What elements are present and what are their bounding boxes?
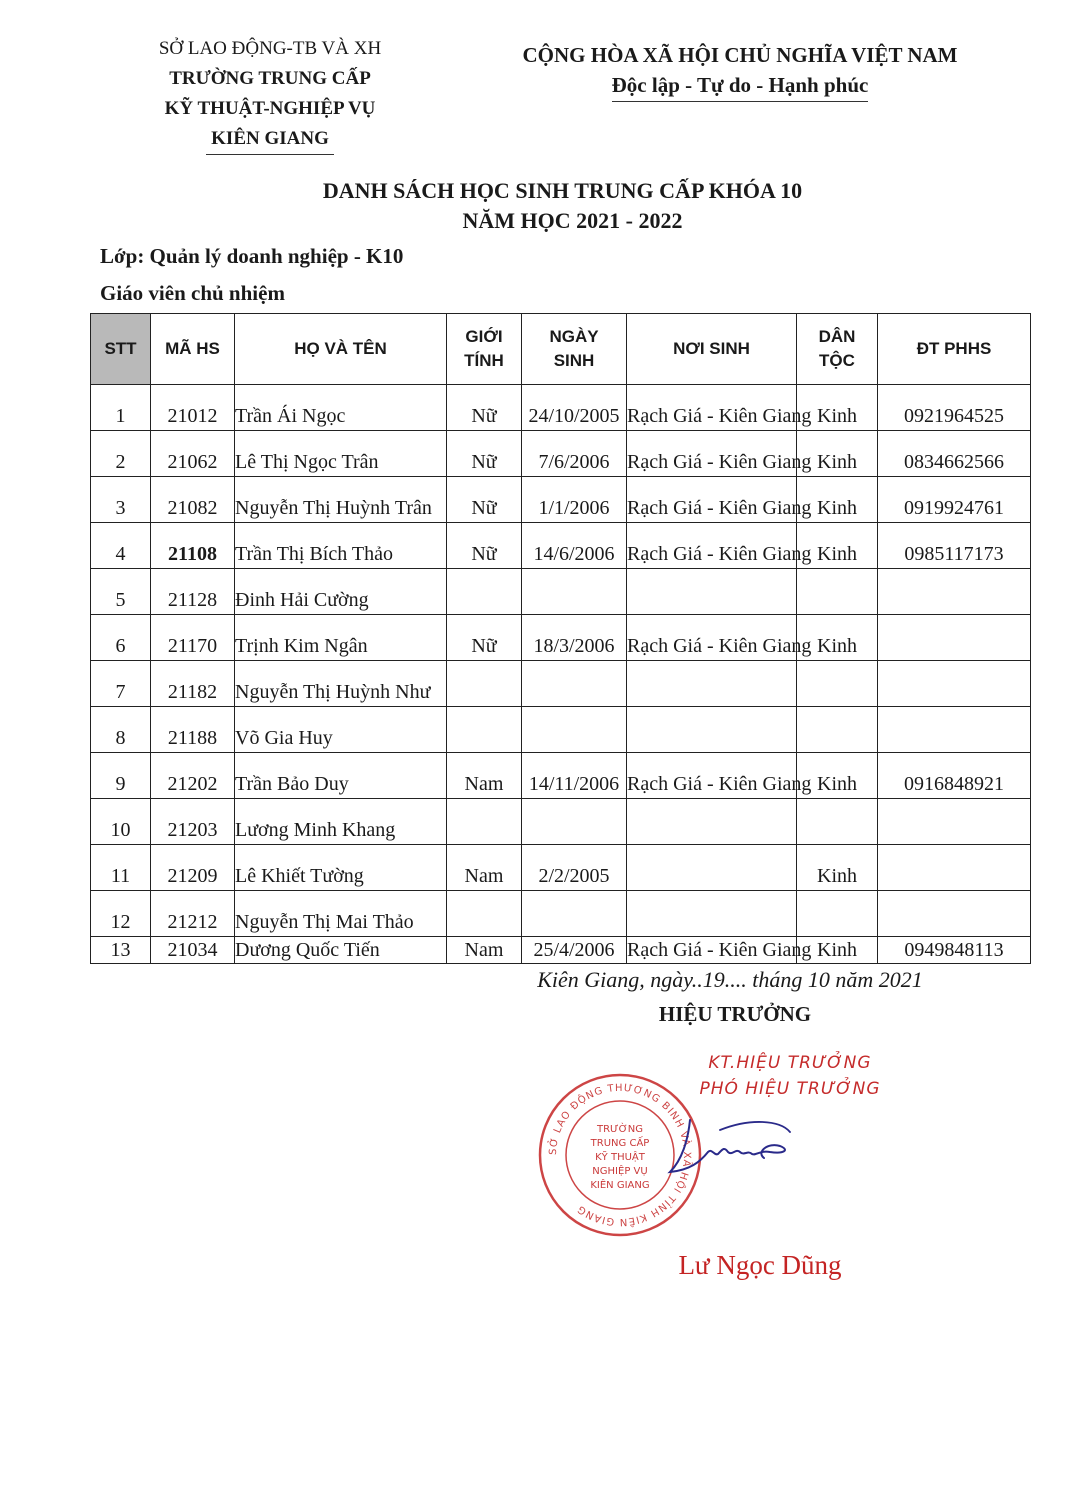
school-name-line1: TRƯỜNG TRUNG CẤP: [169, 68, 371, 89]
col-header-dob-l1: NGÀY: [549, 327, 599, 346]
cell-birthplace: Rạch Giá - Kiên Giang: [627, 937, 797, 964]
cell-full-name: Trần Bảo Duy: [235, 753, 447, 799]
cell-student-id: 21108: [151, 523, 235, 569]
col-header-gender: [447, 314, 522, 385]
cell-ethnicity: Kinh: [797, 477, 878, 523]
cell-dob: 18/3/2006: [522, 615, 627, 661]
cell-birthplace: Rạch Giá - Kiên Giang: [627, 477, 797, 523]
school-name-line3: KIÊN GIANG: [211, 128, 329, 149]
col-header-dob: [522, 314, 627, 385]
col-header-stt: STT: [91, 314, 151, 385]
cell-birthplace: Rạch Giá - Kiên Giang: [627, 431, 797, 477]
cell-ethnicity: Kinh: [797, 753, 878, 799]
cell-dob: 7/6/2006: [522, 431, 627, 477]
cell-gender: Nam: [447, 845, 522, 891]
cell-gender: Nữ: [447, 477, 522, 523]
col-header-ethnicity-l1: DÂN: [818, 327, 856, 346]
cell-stt: 2: [91, 431, 151, 477]
student-roster-table: [90, 313, 1031, 964]
col-header-dob-l2: SINH: [553, 351, 595, 370]
cell-gender: Nam: [447, 753, 522, 799]
cell-full-name: Lê Thị Ngọc Trân: [235, 431, 447, 477]
col-header-ethnicity-l2: TỘC: [819, 351, 855, 370]
cell-birthplace: [627, 845, 797, 891]
cell-gender: Nữ: [447, 615, 522, 661]
seal-center-5: KIÊN GIANG: [590, 1180, 650, 1191]
table-row: [91, 615, 1031, 661]
kt-line2: PHÓ HIỆU TRƯỞNG: [699, 1079, 881, 1099]
cell-parent-phone: [878, 845, 1031, 891]
table-row: [91, 661, 1031, 707]
cell-gender: Nữ: [447, 385, 522, 431]
cell-parent-phone: [878, 615, 1031, 661]
cell-full-name: Võ Gia Huy: [235, 707, 447, 753]
cell-birthplace: [627, 569, 797, 615]
cell-parent-phone: 0949848113: [878, 937, 1031, 964]
cell-full-name: Lương Minh Khang: [235, 799, 447, 845]
cell-stt: 3: [91, 477, 151, 523]
cell-ethnicity: Kinh: [797, 385, 878, 431]
cell-gender: Nam: [447, 937, 522, 964]
cell-stt: 5: [91, 569, 151, 615]
cell-ethnicity: [797, 569, 878, 615]
cell-student-id: 21203: [151, 799, 235, 845]
table-row: [91, 707, 1031, 753]
cell-ethnicity: Kinh: [797, 431, 878, 477]
cell-parent-phone: 0919924761: [878, 477, 1031, 523]
table-row: [91, 569, 1031, 615]
cell-birthplace: Rạch Giá - Kiên Giang: [627, 753, 797, 799]
cell-stt: 6: [91, 615, 151, 661]
col-header-gender-l2: TÍNH: [464, 351, 504, 370]
cell-student-id: 21209: [151, 845, 235, 891]
col-header-student-id: MÃ HS: [151, 314, 235, 385]
cell-dob: 14/11/2006: [522, 753, 627, 799]
cell-student-id: 21012: [151, 385, 235, 431]
cell-full-name: Nguyễn Thị Huỳnh Như: [235, 661, 447, 707]
table-row: [91, 385, 1031, 431]
kt-line1: KT.HIỆU TRƯỞNG: [708, 1053, 872, 1073]
cell-gender: [447, 661, 522, 707]
table-row: [91, 523, 1031, 569]
cell-dob: 2/2/2005: [522, 845, 627, 891]
cell-dob: [522, 569, 627, 615]
cell-dob: 14/6/2006: [522, 523, 627, 569]
cell-birthplace: [627, 799, 797, 845]
cell-stt: 9: [91, 753, 151, 799]
cell-student-id: 21188: [151, 707, 235, 753]
cell-parent-phone: 0985117173: [878, 523, 1031, 569]
seal-center-1: TRƯỜNG: [597, 1124, 643, 1135]
cell-birthplace: Rạch Giá - Kiên Giang: [627, 385, 797, 431]
table-header-row: [91, 314, 1031, 385]
cell-gender: [447, 891, 522, 937]
cell-dob: 25/4/2006: [522, 937, 627, 964]
signature-icon: [660, 1110, 820, 1180]
col-header-birthplace: NƠI SINH: [627, 314, 797, 385]
cell-full-name: Trịnh Kim Ngân: [235, 615, 447, 661]
cell-stt: 8: [91, 707, 151, 753]
cell-parent-phone: 0921964525: [878, 385, 1031, 431]
cell-ethnicity: [797, 799, 878, 845]
cell-birthplace: [627, 661, 797, 707]
cell-full-name: Lê Khiết Tường: [235, 845, 447, 891]
cell-stt: 10: [91, 799, 151, 845]
cell-ethnicity: Kinh: [797, 523, 878, 569]
cell-ethnicity: Kinh: [797, 937, 878, 964]
cell-dob: [522, 799, 627, 845]
cell-student-id: 21212: [151, 891, 235, 937]
col-header-full-name: HỌ VÀ TÊN: [235, 314, 447, 385]
ministry-name: SỞ LAO ĐỘNG-TB VÀ XH: [158, 38, 382, 59]
cell-full-name: Dương Quốc Tiến: [235, 937, 447, 964]
seal-center-2: TRUNG CẤP: [590, 1138, 650, 1149]
agency-underline: [206, 154, 334, 155]
table-row: [91, 753, 1031, 799]
cell-stt: 4: [91, 523, 151, 569]
cell-gender: [447, 799, 522, 845]
cell-stt: 13: [91, 937, 151, 964]
seal-ring-text: SỞ LAO ĐỘNG THƯƠNG BINH VÀ XÃ HỘI TỈNH KIÊN GIANG: [547, 1082, 693, 1228]
cell-student-id: 21182: [151, 661, 235, 707]
cell-dob: 1/1/2006: [522, 477, 627, 523]
cell-ethnicity: [797, 707, 878, 753]
col-header-parent-phone: ĐT PHHS: [878, 314, 1031, 385]
cell-student-id: 21082: [151, 477, 235, 523]
issuing-agency: [120, 34, 420, 155]
class-label: Lớp: Quản lý doanh nghiệp - K10: [100, 244, 404, 268]
cell-dob: [522, 891, 627, 937]
seal-center-3: KỸ THUẬT: [595, 1152, 645, 1163]
signer-name: Lư Ngọc Dũng: [678, 1250, 842, 1280]
cell-birthplace: [627, 891, 797, 937]
table-row: [91, 891, 1031, 937]
national-motto: Độc lập - Tự do - Hạnh phúc: [612, 70, 869, 102]
cell-dob: 24/10/2005: [522, 385, 627, 431]
cell-gender: [447, 569, 522, 615]
homeroom-teacher-label: Giáo viên chủ nhiệm: [100, 281, 285, 305]
cell-gender: Nữ: [447, 431, 522, 477]
table-row: [91, 477, 1031, 523]
school-name-line2: KỸ THUẬT-NGHIỆP VỤ: [164, 98, 376, 119]
cell-full-name: Trần Ái Ngọc: [235, 385, 447, 431]
cell-student-id: 21202: [151, 753, 235, 799]
cell-student-id: 21170: [151, 615, 235, 661]
nation-name: CỘNG HÒA XÃ HỘI CHỦ NGHĨA VIỆT NAM: [522, 43, 958, 67]
cell-parent-phone: 0834662566: [878, 431, 1031, 477]
cell-full-name: Trần Thị Bích Thảo: [235, 523, 447, 569]
table-row: [91, 845, 1031, 891]
cell-stt: 11: [91, 845, 151, 891]
cell-ethnicity: [797, 661, 878, 707]
cell-parent-phone: [878, 891, 1031, 937]
cell-full-name: Nguyễn Thị Mai Thảo: [235, 891, 447, 937]
table-row: [91, 937, 1031, 964]
cell-birthplace: Rạch Giá - Kiên Giang: [627, 523, 797, 569]
cell-ethnicity: Kinh: [797, 615, 878, 661]
national-header: [490, 40, 990, 102]
cell-parent-phone: [878, 707, 1031, 753]
table-row: [91, 431, 1031, 477]
cell-birthplace: Rạch Giá - Kiên Giang: [627, 615, 797, 661]
principal-title: HIỆU TRƯỞNG: [658, 1002, 812, 1026]
cell-gender: Nữ: [447, 523, 522, 569]
signing-date: Kiên Giang, ngày..19.... tháng 10 năm 2021: [537, 967, 923, 992]
cell-birthplace: [627, 707, 797, 753]
cell-parent-phone: [878, 799, 1031, 845]
cell-dob: [522, 707, 627, 753]
cell-full-name: Đinh Hải Cường: [235, 569, 447, 615]
col-header-ethnicity: [797, 314, 878, 385]
cell-student-id: 21062: [151, 431, 235, 477]
cell-stt: 12: [91, 891, 151, 937]
document-title: [90, 176, 1035, 236]
cell-parent-phone: [878, 569, 1031, 615]
cell-full-name: Nguyễn Thị Huỳnh Trân: [235, 477, 447, 523]
title-line2: NĂM HỌC 2021 - 2022: [462, 208, 683, 233]
cell-student-id: 21128: [151, 569, 235, 615]
table-row: [91, 799, 1031, 845]
cell-student-id: 21034: [151, 937, 235, 964]
cell-ethnicity: Kinh: [797, 845, 878, 891]
title-line1: DANH SÁCH HỌC SINH TRUNG CẤP KHÓA 10: [322, 178, 803, 203]
cell-stt: 7: [91, 661, 151, 707]
cell-ethnicity: [797, 891, 878, 937]
cell-stt: 1: [91, 385, 151, 431]
cell-parent-phone: [878, 661, 1031, 707]
cell-parent-phone: 0916848921: [878, 753, 1031, 799]
cell-dob: [522, 661, 627, 707]
cell-gender: [447, 707, 522, 753]
col-header-gender-l1: GIỚI: [465, 327, 503, 346]
seal-center-4: NGHIỆP VỤ: [592, 1166, 648, 1177]
